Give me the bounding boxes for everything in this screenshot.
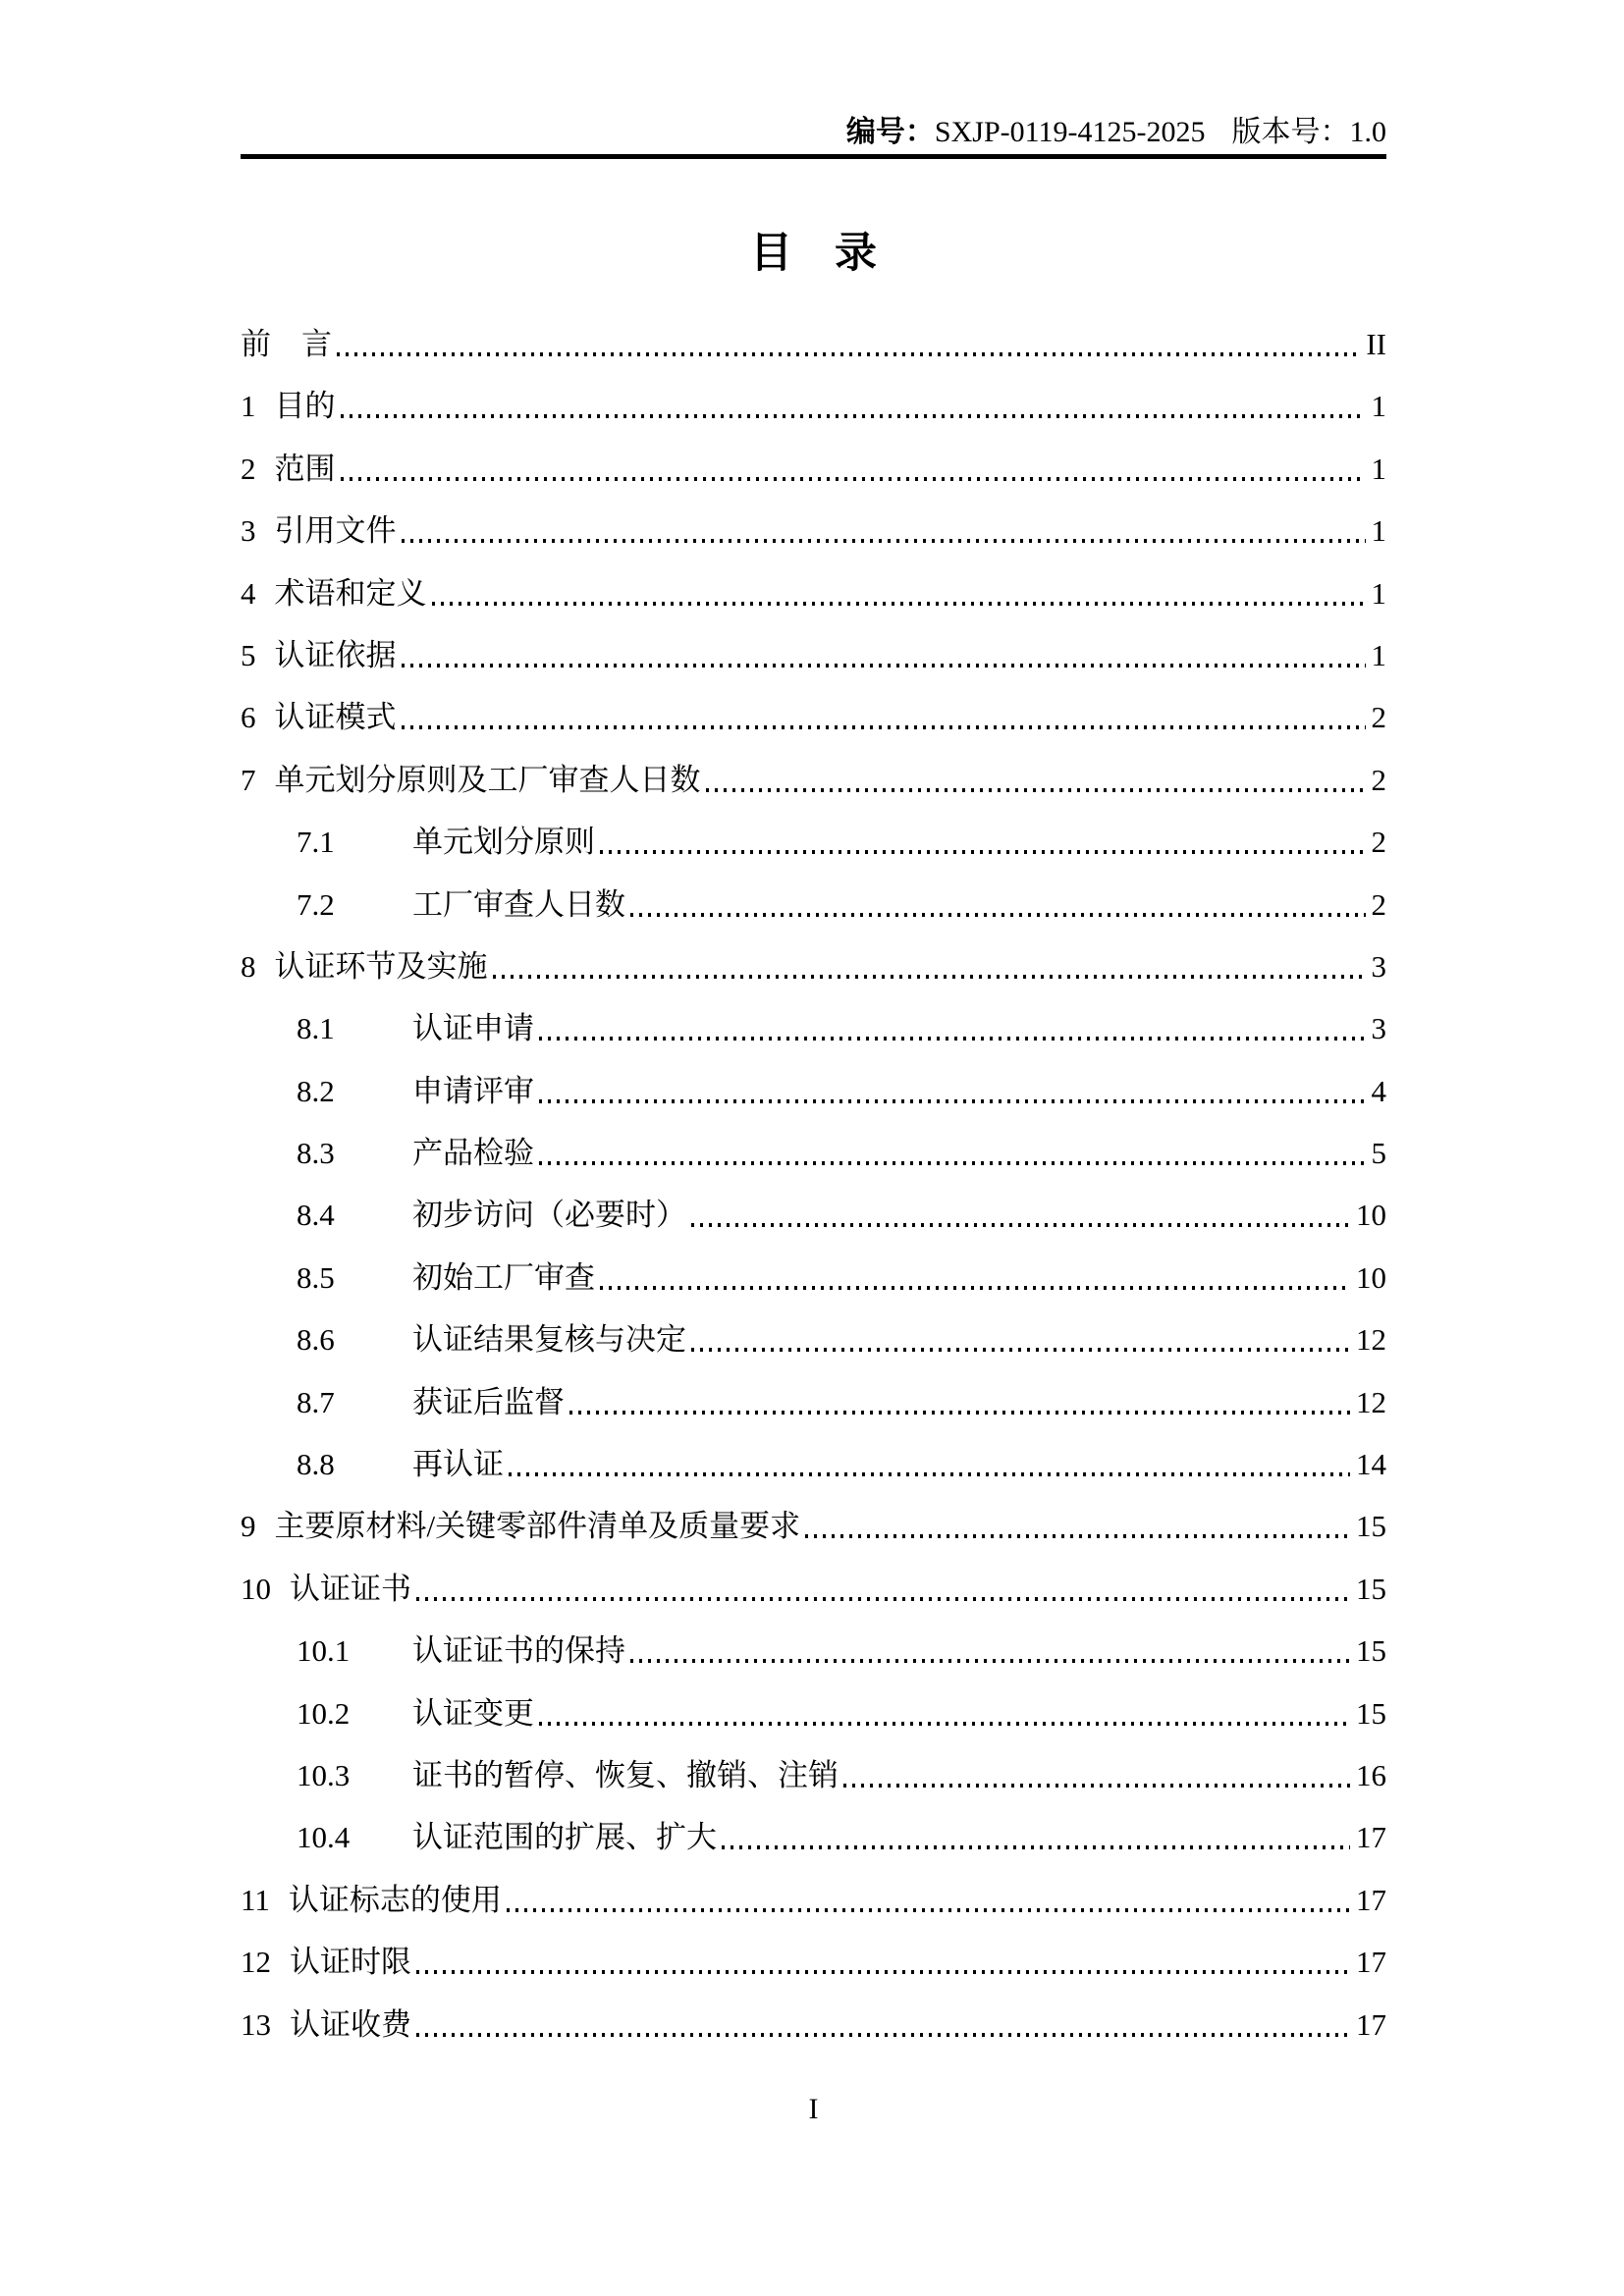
toc-entry-title: 单元划分原则 <box>412 825 595 860</box>
toc-entry <box>241 1259 1386 1321</box>
toc-entry-title: 目的 <box>274 389 336 424</box>
toc-entry-title: 工厂审查人日数 <box>412 886 625 922</box>
toc-entry-page: 17 <box>1356 1882 1386 1917</box>
toc-entry-page: 5 <box>1371 1136 1386 1171</box>
toc-dot-leader <box>539 1099 1366 1103</box>
toc-entry-page: 10 <box>1356 1198 1386 1233</box>
toc-entry-number: 8.6 <box>297 1322 335 1358</box>
toc-entry <box>241 512 1386 574</box>
toc-entry-number: 8.5 <box>297 1259 335 1295</box>
toc-entry-title: 再认证 <box>412 1447 504 1482</box>
toc-entry-page: 15 <box>1356 1633 1386 1669</box>
toc-entry <box>241 388 1386 450</box>
toc-entry-page: 1 <box>1371 637 1386 672</box>
toc-dot-leader <box>416 2033 1350 2037</box>
toc-entry-title: 引用文件 <box>274 513 397 549</box>
toc-entry-number: 5 <box>241 637 256 672</box>
toc-entry-page: 15 <box>1356 1509 1386 1544</box>
toc-entry-number: 10.2 <box>297 1695 351 1731</box>
toc-entry-number: 3 <box>241 513 256 549</box>
toc-entry-title: 认证依据 <box>274 637 397 672</box>
toc-entry-page: 17 <box>1356 1820 1386 1855</box>
toc-entry <box>241 1010 1386 1072</box>
page-title: 目 录 <box>750 231 877 277</box>
toc-dot-leader <box>402 539 1366 543</box>
toc-entry-title: 术语和定义 <box>274 575 427 611</box>
toc-entry-title: 认证证书 <box>290 1571 411 1606</box>
toc-dot-leader <box>600 850 1366 854</box>
toc-entry-title: 认证时限 <box>290 1945 411 1980</box>
toc-entry-number: 4 <box>241 575 256 611</box>
toc-dot-leader <box>493 975 1366 979</box>
toc-entry-number: 8 <box>241 948 256 984</box>
toc-dot-leader <box>341 477 1366 481</box>
toc-entry-page: 3 <box>1371 1011 1386 1046</box>
toc-entry-page: 2 <box>1371 700 1386 735</box>
toc-entry-title: 范围 <box>274 451 336 486</box>
toc-entry-number: 7.2 <box>297 886 335 922</box>
toc-dot-leader <box>706 788 1366 792</box>
toc-dot-leader <box>569 1411 1350 1415</box>
toc-entry <box>241 1384 1386 1446</box>
toc-entry-page: 15 <box>1356 1695 1386 1731</box>
toc-dot-leader <box>630 1659 1350 1663</box>
toc-dot-leader <box>805 1534 1350 1538</box>
toc-entry-number: 11 <box>241 1882 270 1917</box>
toc-entry-page: 2 <box>1371 886 1386 922</box>
toc-entry-number: 9 <box>241 1509 256 1544</box>
toc-dot-leader <box>600 1286 1350 1290</box>
toc-dot-leader <box>691 1348 1350 1352</box>
toc-entry <box>241 1757 1386 1819</box>
toc-entry-number: 10.4 <box>297 1820 351 1855</box>
toc-entry <box>241 575 1386 637</box>
toc-entry-page: 2 <box>1371 825 1386 860</box>
doc-version-label: 版本号： <box>1231 116 1350 148</box>
toc-entry-page: 1 <box>1371 575 1386 611</box>
toc-dot-leader <box>416 1597 1350 1601</box>
toc-entry-number: 7.1 <box>297 825 335 860</box>
toc-list <box>241 326 1386 2068</box>
toc-entry <box>241 1446 1386 1508</box>
toc-entry <box>241 1695 1386 1757</box>
toc-entry-number: 10.1 <box>297 1633 351 1669</box>
toc-entry-title: 主要原材料/关键零部件清单及质量要求 <box>274 1509 801 1544</box>
toc-entry-title: 认证变更 <box>412 1695 534 1731</box>
toc-entry-number: 1 <box>241 389 256 424</box>
toc-entry-title: 初步访问（必要时） <box>412 1198 686 1233</box>
toc-entry-page: 2 <box>1371 762 1386 797</box>
toc-entry-number: 8.4 <box>297 1198 335 1233</box>
toc-entry <box>241 1944 1386 2005</box>
toc-entry <box>241 1632 1386 1694</box>
toc-entry-page: II <box>1366 327 1386 361</box>
toc-entry-title: 认证申请 <box>412 1011 534 1046</box>
toc-entry-page: 10 <box>1356 1259 1386 1295</box>
document-header <box>241 0 1386 149</box>
toc-dot-leader <box>341 414 1366 418</box>
toc-entry-number: 13 <box>241 2006 271 2042</box>
toc-entry <box>241 1819 1386 1881</box>
toc-entry <box>241 948 1386 1010</box>
toc-entry-title: 认证模式 <box>274 700 397 735</box>
toc-dot-leader <box>432 602 1366 606</box>
toc-entry-page: 3 <box>1371 948 1386 984</box>
toc-entry-title: 申请评审 <box>412 1073 534 1108</box>
toc-entry-number: 8.3 <box>297 1136 335 1171</box>
doc-code-value: SXJP-0119-4125-2025 <box>934 116 1206 148</box>
toc-entry-title: 获证后监督 <box>412 1384 565 1419</box>
toc-entry-page: 17 <box>1356 1945 1386 1980</box>
toc-entry-title: 单元划分原则及工厂审查人日数 <box>274 762 701 797</box>
toc-entry-title: 认证证书的保持 <box>412 1633 625 1669</box>
toc-entry-page: 1 <box>1371 451 1386 486</box>
header-rule <box>241 154 1386 159</box>
toc-dot-leader <box>630 913 1366 917</box>
toc-entry <box>241 699 1386 761</box>
footer-page-number: I <box>808 2092 819 2125</box>
toc-entry <box>241 762 1386 824</box>
toc-entry-number: 10.3 <box>297 1757 351 1792</box>
toc-entry-title: 证书的暂停、恢复、撤销、注销 <box>412 1757 839 1792</box>
toc-entry <box>241 1882 1386 1944</box>
toc-entry <box>241 1321 1386 1383</box>
toc-entry-title: 认证收费 <box>290 2006 411 2042</box>
toc-entry-page: 17 <box>1356 2006 1386 2042</box>
toc-entry <box>241 1073 1386 1135</box>
toc-dot-leader <box>416 1970 1350 1974</box>
toc-entry-page: 12 <box>1356 1384 1386 1419</box>
doc-version-value: 1.0 <box>1349 116 1386 148</box>
toc-entry-number: 6 <box>241 700 256 735</box>
toc-entry-title: 前 言 <box>241 327 332 361</box>
toc-entry <box>241 1508 1386 1570</box>
toc-entry-number: 8.1 <box>297 1011 335 1046</box>
toc-entry <box>241 2006 1386 2068</box>
toc-entry <box>241 326 1386 388</box>
toc-entry-number: 8.8 <box>297 1447 335 1482</box>
toc-entry-number: 8.7 <box>297 1384 335 1419</box>
toc-entry-page: 15 <box>1356 1571 1386 1606</box>
toc-dot-leader <box>507 1908 1350 1912</box>
toc-entry-page: 4 <box>1371 1073 1386 1108</box>
toc-entry <box>241 1135 1386 1197</box>
doc-code-label: 编号： <box>845 116 935 148</box>
toc-entry <box>241 451 1386 512</box>
toc-dot-leader <box>539 1722 1350 1726</box>
toc-entry-page: 14 <box>1356 1447 1386 1482</box>
toc-dot-leader <box>539 1037 1366 1041</box>
toc-entry <box>241 1197 1386 1258</box>
toc-entry-title: 认证范围的扩展、扩大 <box>412 1820 717 1855</box>
toc-entry-title: 初始工厂审查 <box>412 1259 595 1295</box>
toc-entry <box>241 824 1386 885</box>
toc-dot-leader <box>843 1784 1350 1788</box>
toc-entry-title: 认证标志的使用 <box>288 1882 502 1917</box>
toc-entry-title: 认证结果复核与决定 <box>412 1322 686 1358</box>
toc-entry-number: 10 <box>241 1571 271 1606</box>
toc-entry-title: 产品检验 <box>412 1136 534 1171</box>
toc-entry-page: 12 <box>1356 1322 1386 1358</box>
toc-entry <box>241 886 1386 948</box>
toc-entry-page: 1 <box>1371 513 1386 549</box>
toc-entry-number: 2 <box>241 451 256 486</box>
toc-dot-leader <box>539 1161 1366 1165</box>
toc-dot-leader <box>402 725 1366 729</box>
toc-dot-leader <box>691 1223 1350 1227</box>
toc-entry <box>241 637 1386 699</box>
toc-entry <box>241 1571 1386 1632</box>
toc-dot-leader <box>402 664 1366 667</box>
toc-dot-leader <box>722 1845 1350 1849</box>
toc-entry-number: 7 <box>241 762 256 797</box>
toc-entry-number: 12 <box>241 1945 271 1980</box>
toc-dot-leader <box>509 1472 1350 1476</box>
toc-entry-page: 16 <box>1356 1757 1386 1792</box>
toc-dot-leader <box>337 352 1360 356</box>
toc-entry-title: 认证环节及实施 <box>274 948 488 984</box>
toc-entry-number: 8.2 <box>297 1073 335 1108</box>
toc-entry-page: 1 <box>1371 389 1386 424</box>
